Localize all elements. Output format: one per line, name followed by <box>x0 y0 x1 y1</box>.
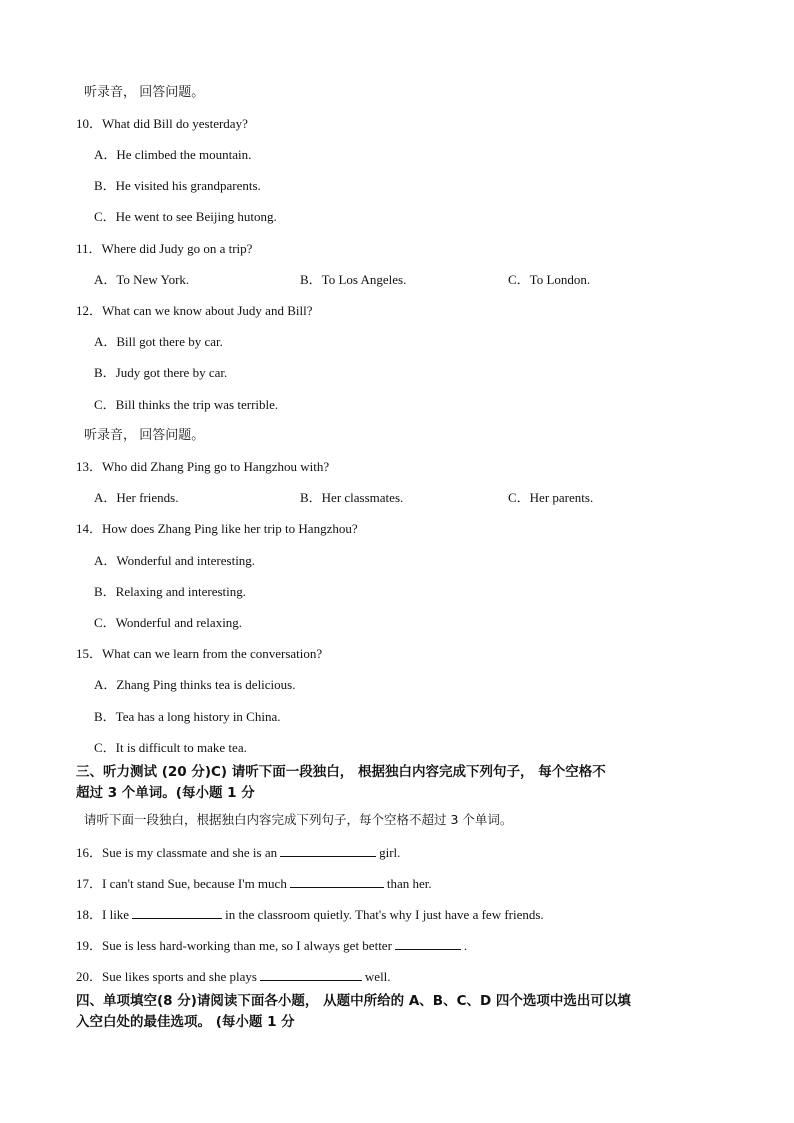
question-14: 14．How does Zhang Ping like her trip to Hangzhou? <box>76 521 358 536</box>
q10-option-a: A．He climbed the mountain. <box>94 147 252 162</box>
q12-option-a: A．Bill got there by car. <box>94 334 223 349</box>
q19-text-after: . <box>463 938 468 953</box>
question-16 <box>76 844 400 861</box>
q11-option-a: A．To New York. <box>94 272 190 287</box>
q14-option-c: C．Wonderful and relaxing. <box>94 615 243 630</box>
question-12: 12．What can we know about Judy and Bill? <box>76 303 313 318</box>
q16-blank <box>280 844 376 857</box>
q18-blank <box>132 906 222 919</box>
q15-option-a: A．Zhang Ping thinks tea is delicious. <box>94 677 296 692</box>
q15-option-c: C．It is difficult to make tea. <box>94 740 247 755</box>
q20-text-before: 20．Sue likes sports and she plays <box>76 969 257 984</box>
q17-blank <box>290 875 384 888</box>
q16-text-after: girl. <box>379 845 401 860</box>
listening-instruction-2: 听录音， 回答问题。 <box>84 427 205 442</box>
q16-text-before: 16．Sue is my classmate and she is an <box>76 845 278 860</box>
listening-instruction: 听录音， 回答问题。 <box>84 84 205 99</box>
q11-option-b: B．To Los Angeles. <box>300 272 407 287</box>
section-4-heading-line-2: 入空白处的最佳选项。 (每小题 1 分 <box>76 1014 295 1030</box>
q10-option-c: C．He went to see Beijing hutong. <box>94 209 277 224</box>
q19-text-before: 19．Sue is less hard-working than me, so I always get better <box>76 938 392 953</box>
q10-option-b: B．He visited his grandparents. <box>94 178 261 193</box>
section-3-instruction: 请听下面一段独白，根据独白内容完成下列句子，每个空格不超过 3 个单词。 <box>84 812 513 827</box>
q17-text-after: than her. <box>386 876 432 891</box>
q11-option-c: C．To London. <box>508 272 591 287</box>
q17-text-before: 17．I can't stand Sue, because I'm much <box>76 876 287 891</box>
q18-text-after: in the classroom quietly. That's why I just have a few friends. <box>225 907 544 922</box>
q13-option-a: A．Her friends. <box>94 490 179 505</box>
question-13: 13．Who did Zhang Ping go to Hangzhou with? <box>76 459 330 474</box>
q14-option-b: B．Relaxing and interesting. <box>94 584 247 599</box>
q12-option-b: B．Judy got there by car. <box>94 365 228 380</box>
q13-option-b: B．Her classmates. <box>300 490 404 505</box>
q19-blank <box>395 937 461 950</box>
section-3-heading <box>76 762 726 804</box>
question-19 <box>76 937 467 954</box>
section-3-heading-line-2: 超过 3 个单词。(每小题 1 分 <box>76 785 255 801</box>
q18-text-before: 18．I like <box>76 907 130 922</box>
question-18 <box>76 906 544 923</box>
q20-blank <box>260 968 362 981</box>
q15-option-b: B．Tea has a long history in China. <box>94 709 281 724</box>
q14-option-a: A．Wonderful and interesting. <box>94 553 256 568</box>
section-4-heading-line-1: 四、单项填空(8 分)请阅读下面各小题， 从题中所给的 A、B、C、D 四个选项中选出可以填 <box>76 993 631 1009</box>
question-20 <box>76 968 391 985</box>
question-17 <box>76 875 432 892</box>
q20-text-after: well. <box>364 969 391 984</box>
q13-option-c: C．Her parents. <box>508 490 594 505</box>
section-4-heading <box>76 991 726 1033</box>
question-15: 15．What can we learn from the conversation? <box>76 646 323 661</box>
section-3-heading-line-1: 三、听力测试 (20 分)C) 请听下面一段独白， 根据独白内容完成下列句子， 每个空格不 <box>76 764 606 780</box>
q12-option-c: C．Bill thinks the trip was terrible. <box>94 397 279 412</box>
question-11: 11．Where did Judy go on a trip? <box>76 241 253 256</box>
question-10: 10．What did Bill do yesterday? <box>76 116 248 131</box>
